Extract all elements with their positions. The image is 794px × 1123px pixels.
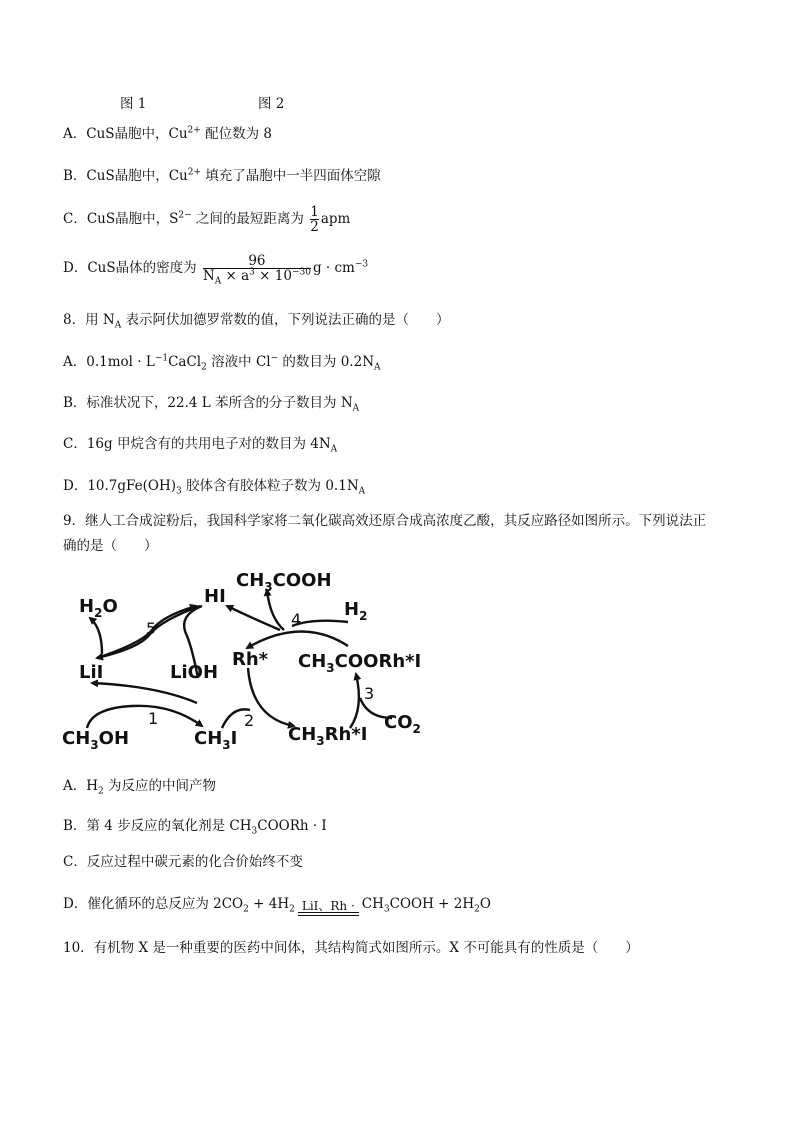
q7-option-c: C．CuS晶胞中，$S^{2-}$ 之间的最短距离为 $\frac{1}{2}$ apm	[63, 204, 351, 235]
ch3coorh-label: $CH_3COORh*I$	[298, 651, 422, 675]
q9-stem-line-2: 确的是（ ）	[63, 538, 158, 554]
step-4-arrow	[247, 631, 348, 648]
step-3-number: 3	[364, 684, 375, 703]
q8-stem: 8．用 $N_A$ 表示阿伏加德罗常数的值，下列说法正确的是（ ）	[63, 312, 450, 331]
q7-option-d: D．CuS晶体的密度为 $\frac{96}{N_A \times a^3 \times 10^{-30}}$ $g \cdot cm^{-3}$	[63, 253, 369, 287]
figure-2-caption: 图 2	[258, 96, 285, 112]
q8-option-d: D．$10.7gFe(OH)_3$ 胶体含有胶体粒子数为 $0.1N_A$	[63, 478, 366, 497]
step-3-arrow	[350, 674, 359, 728]
q9-option-c: C．反应过程中碳元素的化合价始终不变	[63, 854, 303, 870]
acetic-acid-label: $CH_3COOH$	[236, 570, 332, 594]
methanol-label: $CH_3OH$	[62, 728, 130, 752]
lii-label: LiI	[79, 662, 104, 683]
step-1-arrow-to-lii	[92, 683, 197, 703]
h2o-label: $H_2O$	[79, 596, 118, 620]
co2-label: $CO_2$	[384, 712, 421, 736]
q7-option-b: B．CuS晶胞中，$Cu^{2+}$ 填充了晶胞中一半四面体空隙	[63, 167, 381, 184]
rh-catalyst-label: Rh*	[232, 649, 269, 670]
q8-option-a: A．$0.1mol \cdot L^{-1}CaCl_2$ 溶液中 Cl− 的数目为 $0.2N_A$	[63, 353, 381, 373]
step-1-number: 1	[148, 709, 159, 728]
reaction-pathway-diagram	[62, 568, 432, 753]
h2-label: $H_2$	[344, 599, 368, 623]
density-fraction: $\frac{96}{N_A \times a^3 \times 10^{-30}}$	[202, 253, 311, 287]
q9-stem-line-1: 9．继人工合成淀粉后，我国科学家将二氧化碳高效还原合成高浓度乙酸，其反应路径如图所示。下列说法正	[63, 513, 707, 529]
step-1-arrow-to-ch3i	[87, 706, 202, 728]
figure-1-caption: 图 1	[120, 96, 147, 112]
hi-label: HI	[204, 586, 226, 607]
q10-stem: 10．有机物 X 是一种重要的医药中间体，其结构简式如图所示。X 不可能具有的性质是（ ）	[63, 940, 639, 956]
step-4-number: 4	[291, 610, 302, 629]
step-2-arrow	[248, 668, 294, 726]
q9-option-d: D．催化循环的总反应为 $2CO_2 + 4H_2$ LiI、Rh · $CH_3COOH + 2H_2O$	[63, 896, 491, 915]
q8-option-b: B．标准状况下，22.4 L 苯所含的分子数目为 $N_A$	[63, 395, 360, 414]
step-5-to-water-arrow	[90, 618, 102, 654]
step-5-number: 5	[146, 619, 157, 638]
reaction-condition: LiI、Rh ·	[298, 900, 359, 916]
step-4-to-acetic-acid-arrow	[267, 590, 284, 630]
q7-option-a: A．CuS晶胞中，$Cu^{2+}$ 配位数为 8	[63, 125, 272, 142]
q8-option-c: C．16g 甲烷含有的共用电子对的数目为 $4N_A$	[63, 436, 338, 455]
step-2-number: 2	[244, 711, 255, 730]
q9-option-b: B．第 4 步反应的氧化剂是 $CH_3COORh \cdot I$	[63, 818, 327, 837]
ch3i-label: $CH_3I$	[194, 728, 238, 752]
ch3rh-label: $CH_3Rh*I$	[288, 724, 368, 748]
lioh-label: LiOH	[170, 662, 219, 683]
fraction-half: $\frac{1}{2}$	[310, 204, 319, 235]
q9-option-a: A．$H_2$ 为反应的中间产物	[63, 778, 217, 797]
